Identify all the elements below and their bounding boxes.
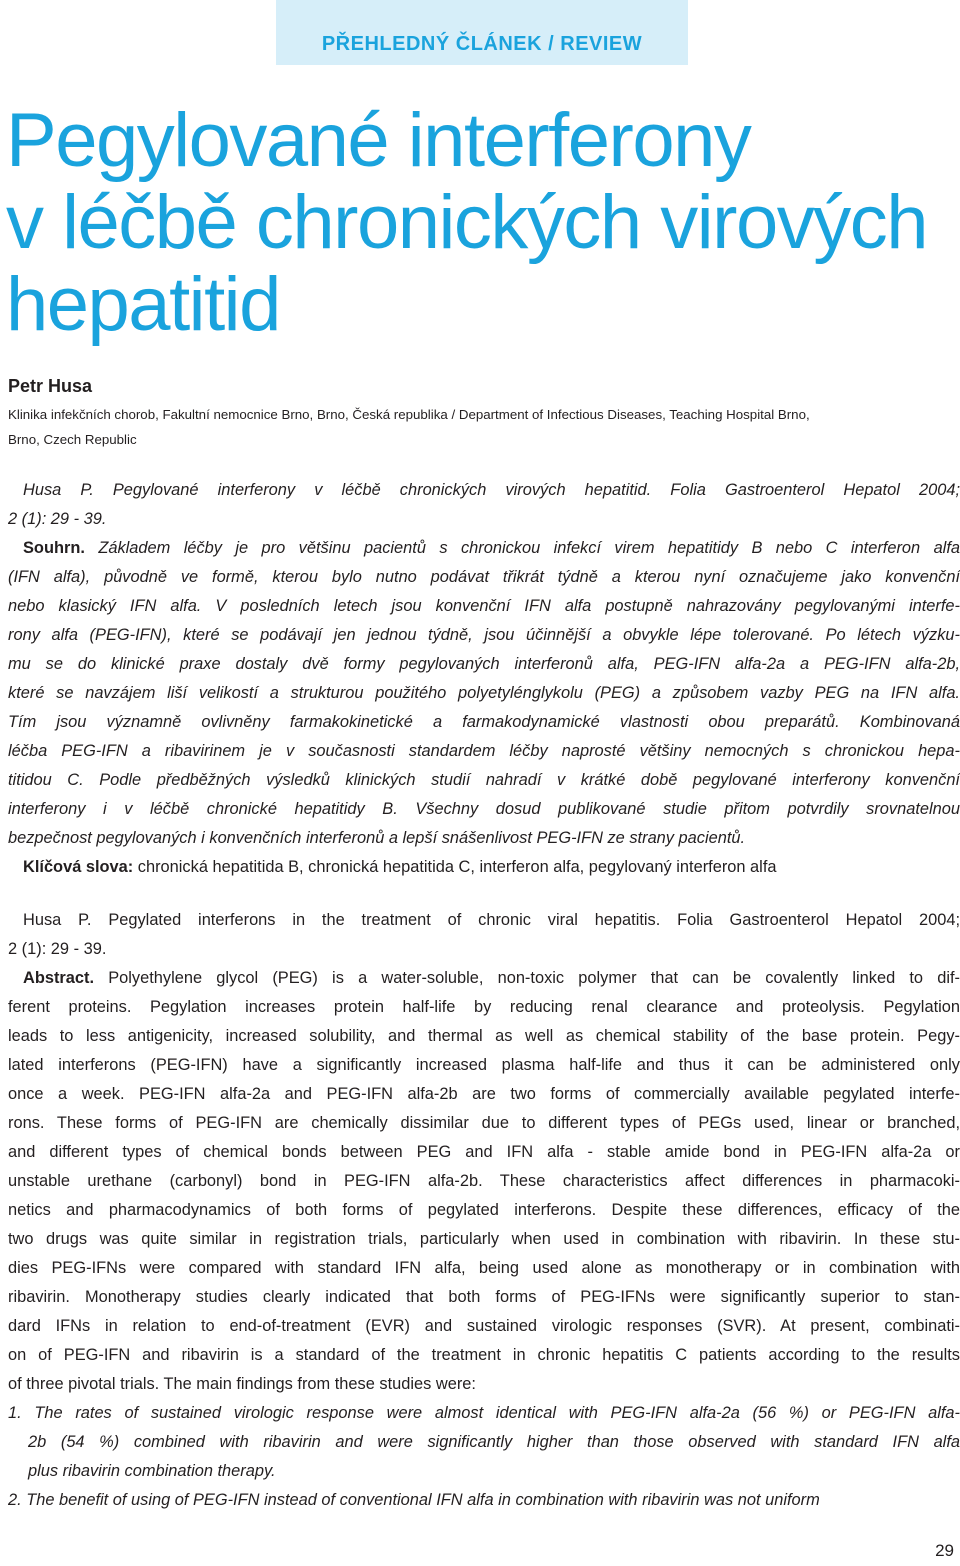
article-title	[6, 100, 927, 346]
keywords-line	[8, 853, 960, 882]
abstract-line	[8, 964, 960, 993]
souhrn-text: Základem léčby je pro většinu pacientů s chronickou infekcí virem hepatitidy B nebo C interferon alfa	[84, 539, 960, 557]
citation-line: 2 (1): 29 - 39.	[8, 510, 107, 528]
abstract-line: netics and pharmacodynamics of both forms of pegylated interferons. Despite these differences, efficacy of the	[8, 1201, 960, 1219]
abstract-line: dard IFNs in relation to end-of-treatment (EVR) and sustained virologic responses (SVR). At present, combinati-	[8, 1317, 960, 1335]
citation-line: Husa P. Pegylované interferony v léčbě chronických virových hepatitid. Folia Gastroenterol Hepatol 2004;	[23, 481, 960, 499]
keywords-label: Klíčová slova:	[23, 858, 134, 876]
findings-list-item: 2b (54 %) combined with ribavirin and were significantly higher than those observed with standard IFN alfa	[28, 1433, 960, 1451]
section-banner	[276, 0, 688, 65]
abstract-line: dies PEG-IFNs were compared with standard IFN alfa, being used alone as monotherapy or in combination with	[8, 1259, 960, 1277]
affiliation-line: Brno, Czech Republic	[8, 432, 137, 447]
abstract-line: once a week. PEG-IFN alfa-2a and PEG-IFN alfa-2b are two forms of commercially available pegylated interfe-	[8, 1085, 960, 1103]
keywords-text: chronická hepatitida B, chronická hepatitida C, interferon alfa, pegylovaný interferon alfa	[133, 858, 777, 876]
souhrn-line: Tím jsou významně ovlivněny farmakokinetické a farmakodynamické vlastnosti obou preparátů. Kombinovaná	[8, 713, 960, 731]
abstract-line: two drugs was quite similar in registration trials, particularly when used in combination with ribavirin. In these stu-	[8, 1230, 960, 1248]
souhrn-line: rony alfa (PEG-IFN), které se podávají jen jednou týdně, jsou účinnější a obvykle lépe tolerované. Po létech výzku-	[8, 626, 960, 644]
title-line: hepatitid	[6, 262, 280, 347]
souhrn-line: mu se do klinické praxe dostaly dvě formy pegylovaných interferonů alfa, PEG-IFN alfa-2a a PEG-IFN alfa-2b,	[8, 655, 960, 673]
souhrn-line: titidou C. Podle předběžných výsledků klinických studií nahradí v krátké době pegylované interferony konvenční	[8, 771, 960, 789]
title-line: v léčbě chronických virových	[6, 180, 928, 265]
souhrn-line	[8, 534, 960, 563]
author-name: Petr Husa	[8, 376, 93, 396]
abstract-line: unstable urethane (carbonyl) bond in PEG-IFN alfa-2b. These characteristics affect differences in pharmacoki-	[8, 1172, 960, 1190]
souhrn-line: léčba PEG-IFN a ribavirinem je v současnosti standardem léčby naprosté většiny nemocných s chronickou hepa-	[8, 742, 960, 760]
souhrn-label: Souhrn.	[23, 539, 85, 557]
abstract-line: ribavirin. Monotherapy studies clearly indicated that both forms of PEG-IFNs were significantly superior to stan-	[8, 1288, 960, 1306]
abstract-line: ferent proteins. Pegylation increases protein half-life by reducing renal clearance and proteolysis. Pegylation	[8, 998, 960, 1016]
affiliation-line: Klinika infekčních chorob, Fakultní nemocnice Brno, Brno, Česká republika / Department of Infectious Diseases, Teaching Hospital Brno,	[8, 407, 810, 422]
citation-line: 2 (1): 29 - 39.	[8, 940, 107, 958]
souhrn-line: interferony i v léčbě chronické hepatitidy B. Všechny dosud publikované studie přitom potvrdily srovnatelnou	[8, 800, 960, 818]
souhrn-line: nebo klasický IFN alfa. V posledních letech jsou konvenční IFN alfa postupně nahrazovány pegylovanými interfe-	[8, 597, 960, 615]
abstract-line: of three pivotal trials. The main findings from these studies were:	[8, 1375, 476, 1393]
citation-line: Husa P. Pegylated interferons in the treatment of chronic viral hepatitis. Folia Gastroenterol Hepatol 2004;	[23, 911, 960, 929]
souhrn-line: (IFN alfa), původně ve formě, kterou bylo nutno podávat třikrát týdně a kterou nyní označujeme jako konvenční	[8, 568, 960, 586]
citation-cz	[8, 476, 960, 534]
souhrn-paragraph	[8, 534, 960, 882]
abstract-line: on of PEG-IFN and ribavirin is a standard of the treatment in chronic hepatitis C patients according to the results	[8, 1346, 960, 1364]
findings-list-item: 1. The rates of sustained virologic response were almost identical with PEG-IFN alfa-2a (56 %) or PEG-IFN alfa-	[8, 1404, 960, 1422]
findings-list-item: 2. The benefit of using of PEG-IFN instead of conventional IFN alfa in combination with ribavirin was not uniform	[8, 1491, 820, 1509]
abstract-line: and different types of chemical bonds between PEG and IFN alfa - stable amide bond in PEG-IFN alfa-2a or	[8, 1143, 960, 1161]
section-label: PŘEHLEDNÝ ČLÁNEK / REVIEW	[321, 33, 643, 55]
affiliation	[8, 402, 958, 452]
souhrn-line: které se navzájem liší velikostí a strukturou použitého polyetylénglykolu (PEG) a způsobem vazby PEG na IFN alfa.	[8, 684, 960, 702]
souhrn-line: bezpečnost pegylovaných i konvenčních interferonů a lepší snášenlivost PEG-IFN ze strany pacientů.	[8, 829, 746, 847]
title-line: Pegylované interferony	[6, 98, 751, 183]
citation-en	[8, 906, 960, 964]
abstract-line: rons. These forms of PEG-IFN are chemically dissimilar due to different types of PEGs used, linear or branched,	[8, 1114, 960, 1132]
abstract-text: Polyethylene glycol (PEG) is a water-soluble, non-toxic polymer that can be covalently linked to dif-	[94, 969, 960, 987]
abstract-label: Abstract.	[23, 969, 95, 987]
findings-list-item: plus ribavirin combination therapy.	[28, 1462, 276, 1480]
abstract-line: leads to less antigenicity, increased solubility, and thermal as well as chemical stability of the base protein. Pegy-	[8, 1027, 960, 1045]
abstract-line: lated interferons (PEG-IFN) have a significantly increased plasma half-life and thus it can be administered only	[8, 1056, 960, 1074]
page-number: 29	[935, 1541, 954, 1560]
abstract-paragraph	[8, 964, 960, 1515]
